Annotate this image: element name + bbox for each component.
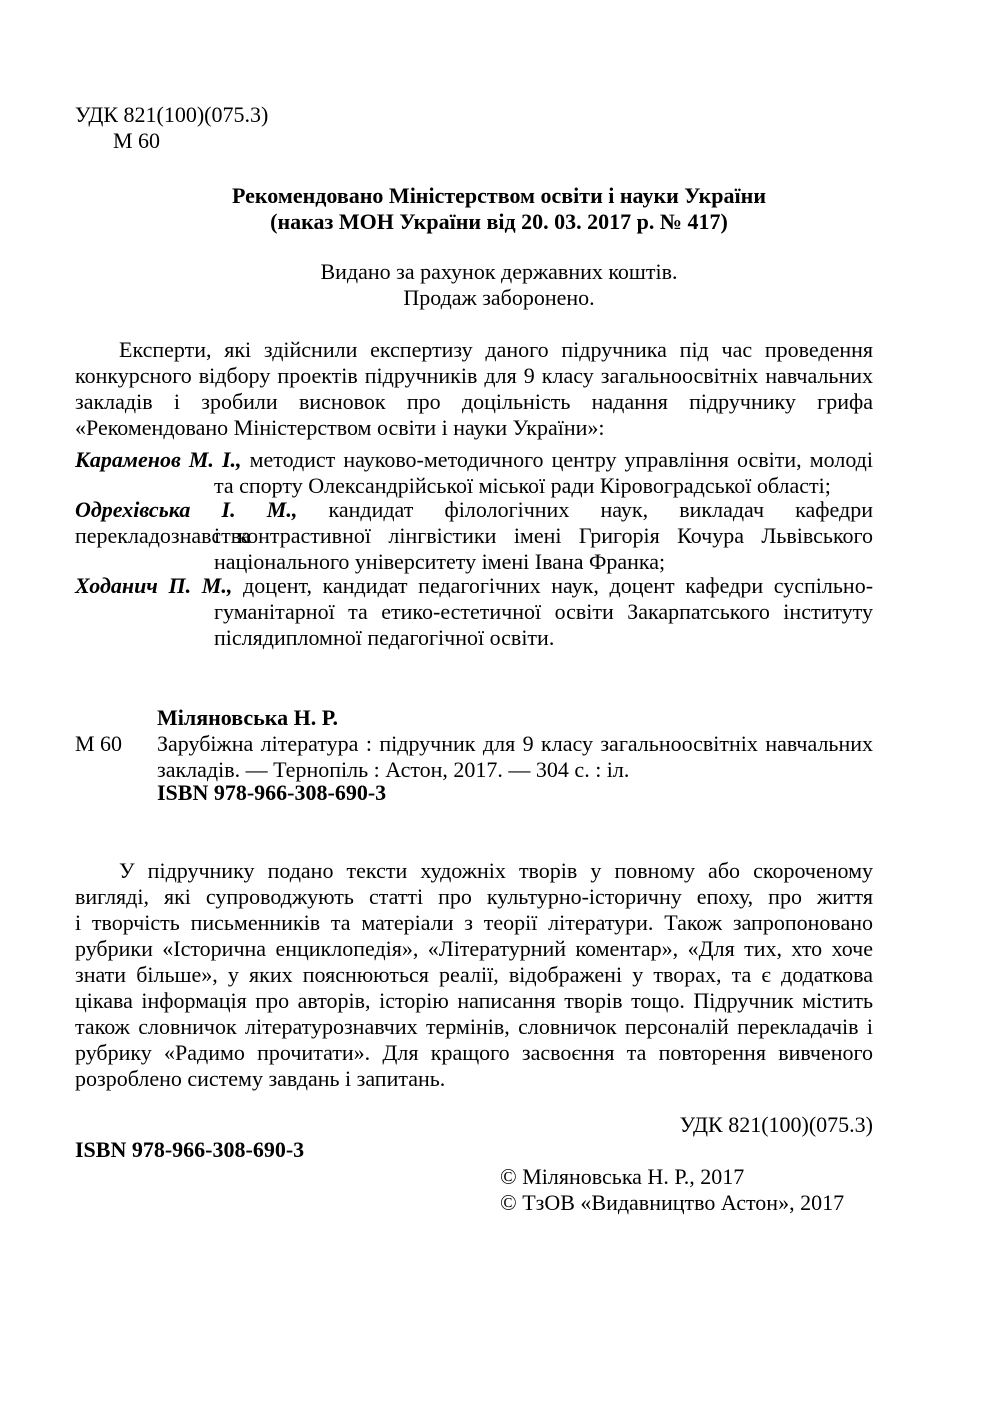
expert-description-cont: національного університету імені Івана Франка;: [214, 549, 666, 574]
bib-title-line-2: закладів. — Тернопіль : Астон, 2017. — 304 с. : іл.: [157, 757, 630, 782]
funding-line-2: Продаж заборонено.: [403, 285, 595, 310]
bib-isbn: ISBN 978-966-308-690-3: [157, 780, 387, 805]
copyright-line-2: © ТзОВ «Видавництво Астон», 2017: [500, 1190, 845, 1215]
annotation-line: знати більше», у яких пояснюються реалії, відображені у творах, та є додаткова: [75, 962, 873, 987]
expert-description-cont: післядипломної педагогічної освіти.: [214, 625, 555, 650]
experts-intro-line-1: Експерти, які здійснили експертизу даного підручника під час проведення: [119, 337, 873, 362]
expert-entry-3: [75, 573, 873, 599]
annotation-line: і творчість письменників та матеріали з теорії літератури. Також запропоновано: [75, 910, 873, 935]
annotation-line: вигляді, які супроводжують статті про культурно-історичну епоху, про життя: [75, 884, 873, 909]
recommendation-line-2: (наказ МОН України від 20. 03. 2017 р. № 417): [270, 209, 728, 234]
annotation-line: цікава інформація про авторів, історію написання творів тощо. Підручник містить: [75, 988, 873, 1013]
author-mark: М 60: [113, 128, 161, 153]
expert-description-cont: та спорту Олександрійської міської ради Кіровоградської області;: [214, 473, 831, 498]
experts-intro-line-3: закладів і зробили висновок про доцільність надання підручнику грифа: [75, 389, 873, 414]
bib-code: М 60: [75, 731, 123, 756]
annotation-line: розроблено систему завдань і запитань.: [75, 1066, 446, 1091]
annotation-line: рубрики «Історична енциклопедія», «Літературний коментар», «Для тих, хто хоче: [75, 936, 873, 961]
expert-description: доцент, кандидат педагогічних наук, доцент кафедри суспільно-: [243, 573, 874, 598]
experts-intro-line-2: конкурсного відбору проектів підручників для 9 класу загальноосвітніх навчальних: [75, 363, 873, 388]
bib-author: Міляновська Н. Р.: [157, 705, 338, 730]
isbn-bottom: ISBN 978-966-308-690-3: [75, 1137, 305, 1162]
annotation-line: рубрику «Радимо прочитати». Для кращого засвоєння та повторення вивченого: [75, 1040, 873, 1065]
expert-name: Одрехівська І. М.,: [75, 497, 298, 522]
expert-description-cont: і контрастивної лінгвістики імені Григорія Кочура Львівського: [214, 523, 873, 548]
udk-code-bottom: УДК 821(100)(075.3): [679, 1112, 873, 1137]
bib-title-line-1: Зарубіжна література : підручник для 9 класу загальноосвітніх навчальних: [157, 731, 873, 756]
expert-entry-1: [75, 447, 873, 473]
expert-description: кандидат філологічних наук, викладач кафедри перекладознавства: [75, 497, 873, 548]
recommendation-line-1: Рекомендовано Міністерством освіти і науки України: [231, 183, 767, 208]
expert-description-cont: гуманітарної та етико-естетичної освіти Закарпатського інституту: [214, 599, 873, 624]
expert-name: Ходанич П. М.,: [75, 573, 233, 598]
funding-line-1: Видано за рахунок державних коштів.: [320, 259, 678, 284]
expert-name: Караменов М. І.,: [75, 447, 242, 472]
experts-intro-line-4: «Рекомендовано Міністерством освіти і науки України»:: [75, 415, 605, 440]
annotation-line: У підручнику подано тексти художніх творів у повному або скороченому: [119, 858, 873, 883]
copyright-line-1: © Міляновська Н. Р., 2017: [500, 1164, 745, 1189]
udk-code: УДК 821(100)(075.3): [75, 102, 269, 127]
expert-description: методист науково-методичного центру управління освіти, молоді: [249, 447, 873, 472]
annotation-line: також словничок літературознавчих термінів, словничок персоналій перекладачів і: [75, 1014, 873, 1039]
